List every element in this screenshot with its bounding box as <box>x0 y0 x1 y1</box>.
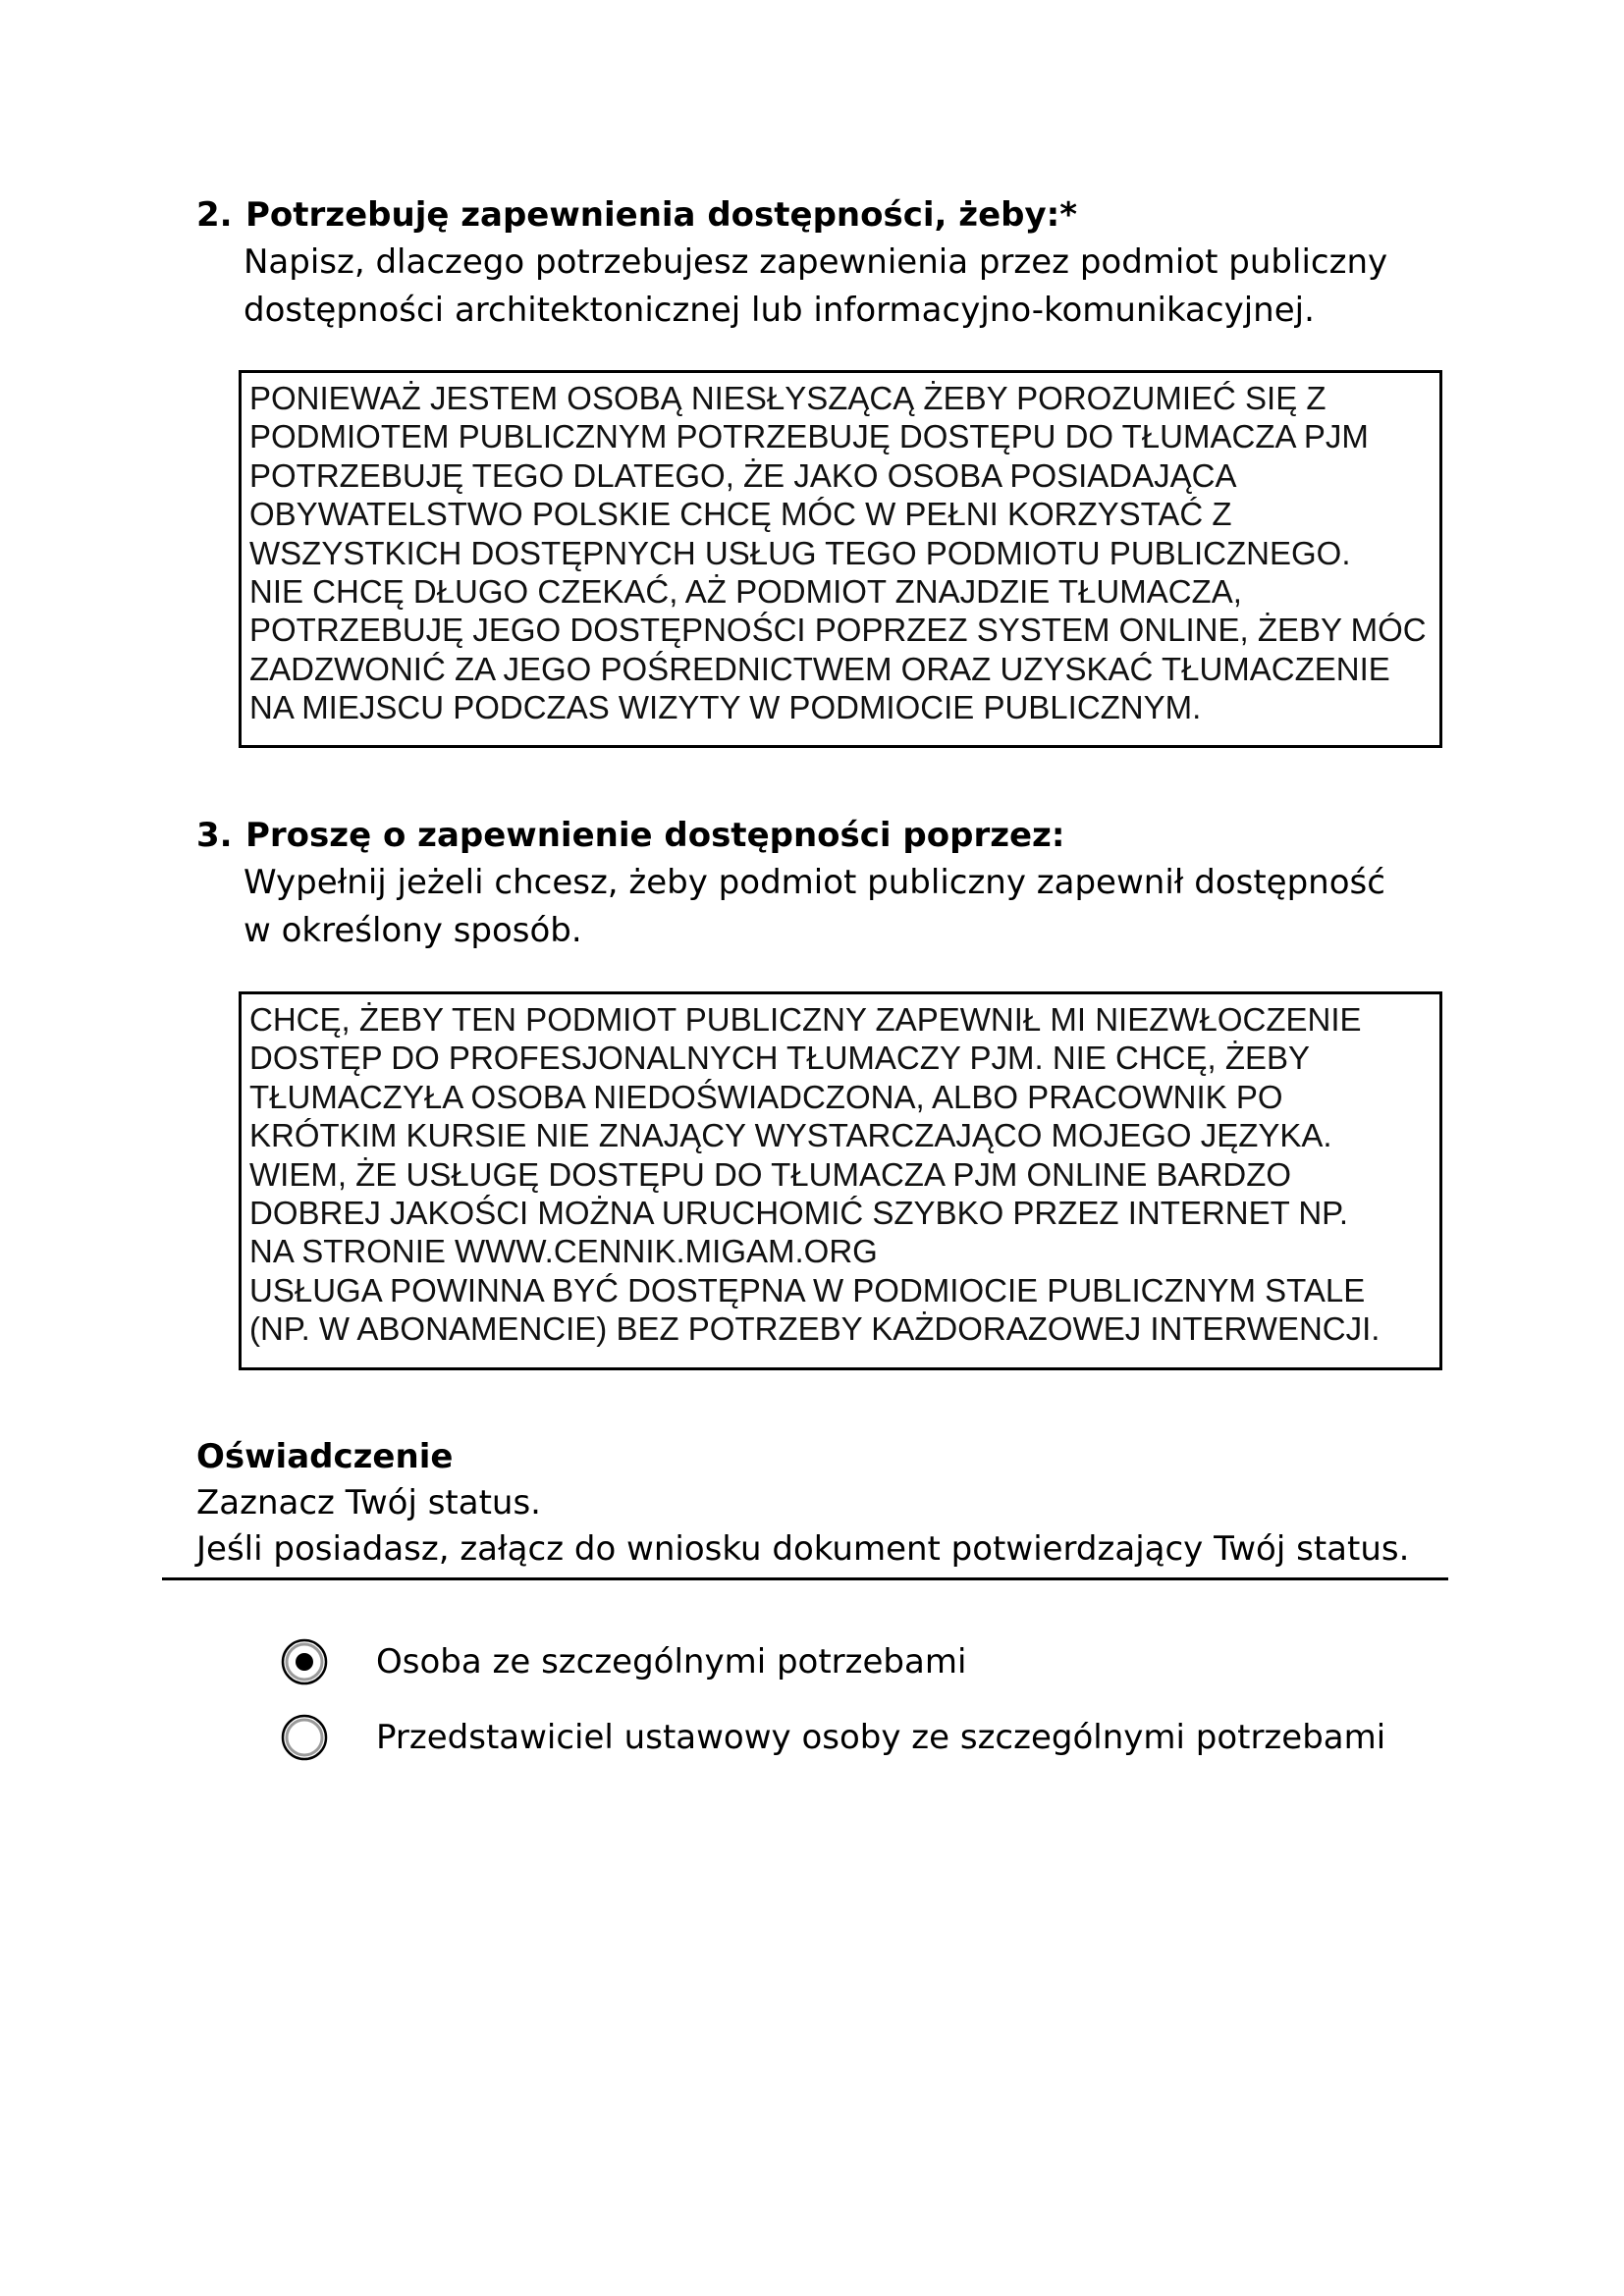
answer-line: NIE CHCĘ DŁUGO CZEKAĆ, AŻ PODMIOT ZNAJDZIE TŁUMACZA, <box>249 573 1242 611</box>
section-divider <box>162 1577 1448 1580</box>
section-2-heading <box>196 193 1077 237</box>
answer-line: USŁUGA POWINNA BYĆ DOSTĘPNA W PODMIOCIE PUBLICZNYM STALE <box>249 1271 1366 1308</box>
answer-line: TŁUMACZYŁA OSOBA NIEDOŚWIADCZONA, ALBO PRACOWNIK PO <box>249 1078 1283 1115</box>
answer-line: KRÓTKIM KURSIE NIE ZNAJĄCY WYSTARCZAJĄCO MOJEGO JĘZYKA. <box>249 1117 1332 1154</box>
answer-line: PONIEWAŻ JESTEM OSOBĄ NIESŁYSZĄCĄ ŻEBY POROZUMIEĆ SIĘ Z <box>249 380 1326 416</box>
answer-line: DOSTĘP DO PROFESJONALNYCH TŁUMACZY PJM. NIE CHCĘ, ŻEBY <box>249 1040 1311 1077</box>
answer-line: ZADZWONIĆ ZA JEGO POŚREDNICTWEM ORAZ UZYSKAĆ TŁUMACZENIE <box>249 650 1390 687</box>
section-3-heading <box>196 814 1064 857</box>
section-3-description-line-2: w określony sposób. <box>244 911 582 950</box>
section-2-title: Potrzebuję zapewnienia dostępności, żeby:* <box>245 195 1078 235</box>
answer-line: (NP. W ABONAMENCIE) BEZ POTRZEBY KAŻDORAZOWEJ INTERWENCJI. <box>249 1310 1380 1348</box>
answer-line: WSZYSTKICH DOSTĘPNYCH USŁUG TEGO PODMIOTU PUBLICZNEGO. <box>249 534 1351 571</box>
declaration-attachment-note: Jeśli posiadasz, załącz do wniosku dokument potwierdzający Twój status. <box>196 1529 1410 1569</box>
answer-line: POTRZEBUJĘ JEGO DOSTĘPNOŚCI POPRZEZ SYSTEM ONLINE, ŻEBY MÓC <box>249 612 1427 649</box>
answer-line: POTRZEBUJĘ TEGO DLATEGO, ŻE JAKO OSOBA POSIADAJĄCA <box>249 456 1237 494</box>
radio-unselected-icon[interactable] <box>280 1713 329 1762</box>
status-option-legal-representative[interactable] <box>280 1713 1385 1762</box>
answer-line: WIEM, ŻE USŁUGĘ DOSTĘPU DO TŁUMACZA PJM ONLINE BARDZO <box>249 1155 1292 1193</box>
answer-line: CHCĘ, ŻEBY TEN PODMIOT PUBLICZNY ZAPEWNIŁ MI NIEZWŁOCZENIE <box>249 1001 1362 1038</box>
section-3-answer-field[interactable] <box>239 991 1442 1370</box>
status-option-special-needs[interactable] <box>280 1637 966 1686</box>
section-2-description-line-1: Napisz, dlaczego potrzebujesz zapewnienia przez podmiot publiczny <box>244 242 1388 282</box>
answer-line: DOBREJ JAKOŚCI MOŻNA URUCHOMIĆ SZYBKO PRZEZ INTERNET NP. <box>249 1195 1349 1232</box>
status-option-label: Osoba ze szczególnymi potrzebami <box>376 1642 967 1682</box>
section-3-number: 3. <box>196 816 233 855</box>
section-3-description-line-1: Wypełnij jeżeli chcesz, żeby podmiot publiczny zapewnił dostępność <box>244 863 1385 902</box>
section-2-answer-field[interactable] <box>239 370 1442 748</box>
section-3-title: Proszę o zapewnienie dostępności poprzez: <box>245 816 1065 855</box>
status-option-label: Przedstawiciel ustawowy osoby ze szczególnymi potrzebami <box>376 1718 1386 1757</box>
answer-line: PODMIOTEM PUBLICZNYM POTRZEBUJĘ DOSTĘPU DO TŁUMACZA PJM <box>249 418 1369 455</box>
declaration-heading: Oświadczenie <box>196 1437 454 1476</box>
section-2-description-line-2: dostępności architektonicznej lub informacyjno-komunikacyjnej. <box>244 291 1315 330</box>
answer-line: OBYWATELSTWO POLSKIE CHCĘ MÓC W PEŁNI KORZYSTAĆ Z <box>249 496 1232 533</box>
radio-selected-icon[interactable] <box>280 1637 329 1686</box>
answer-line: NA STRONIE WWW.CENNIK.MIGAM.ORG <box>249 1233 878 1270</box>
declaration-instruction: Zaznacz Twój status. <box>196 1483 541 1522</box>
answer-line: NA MIEJSCU PODCZAS WIZYTY W PODMIOCIE PUBLICZNYM. <box>249 689 1202 726</box>
section-2-number: 2. <box>196 195 233 235</box>
